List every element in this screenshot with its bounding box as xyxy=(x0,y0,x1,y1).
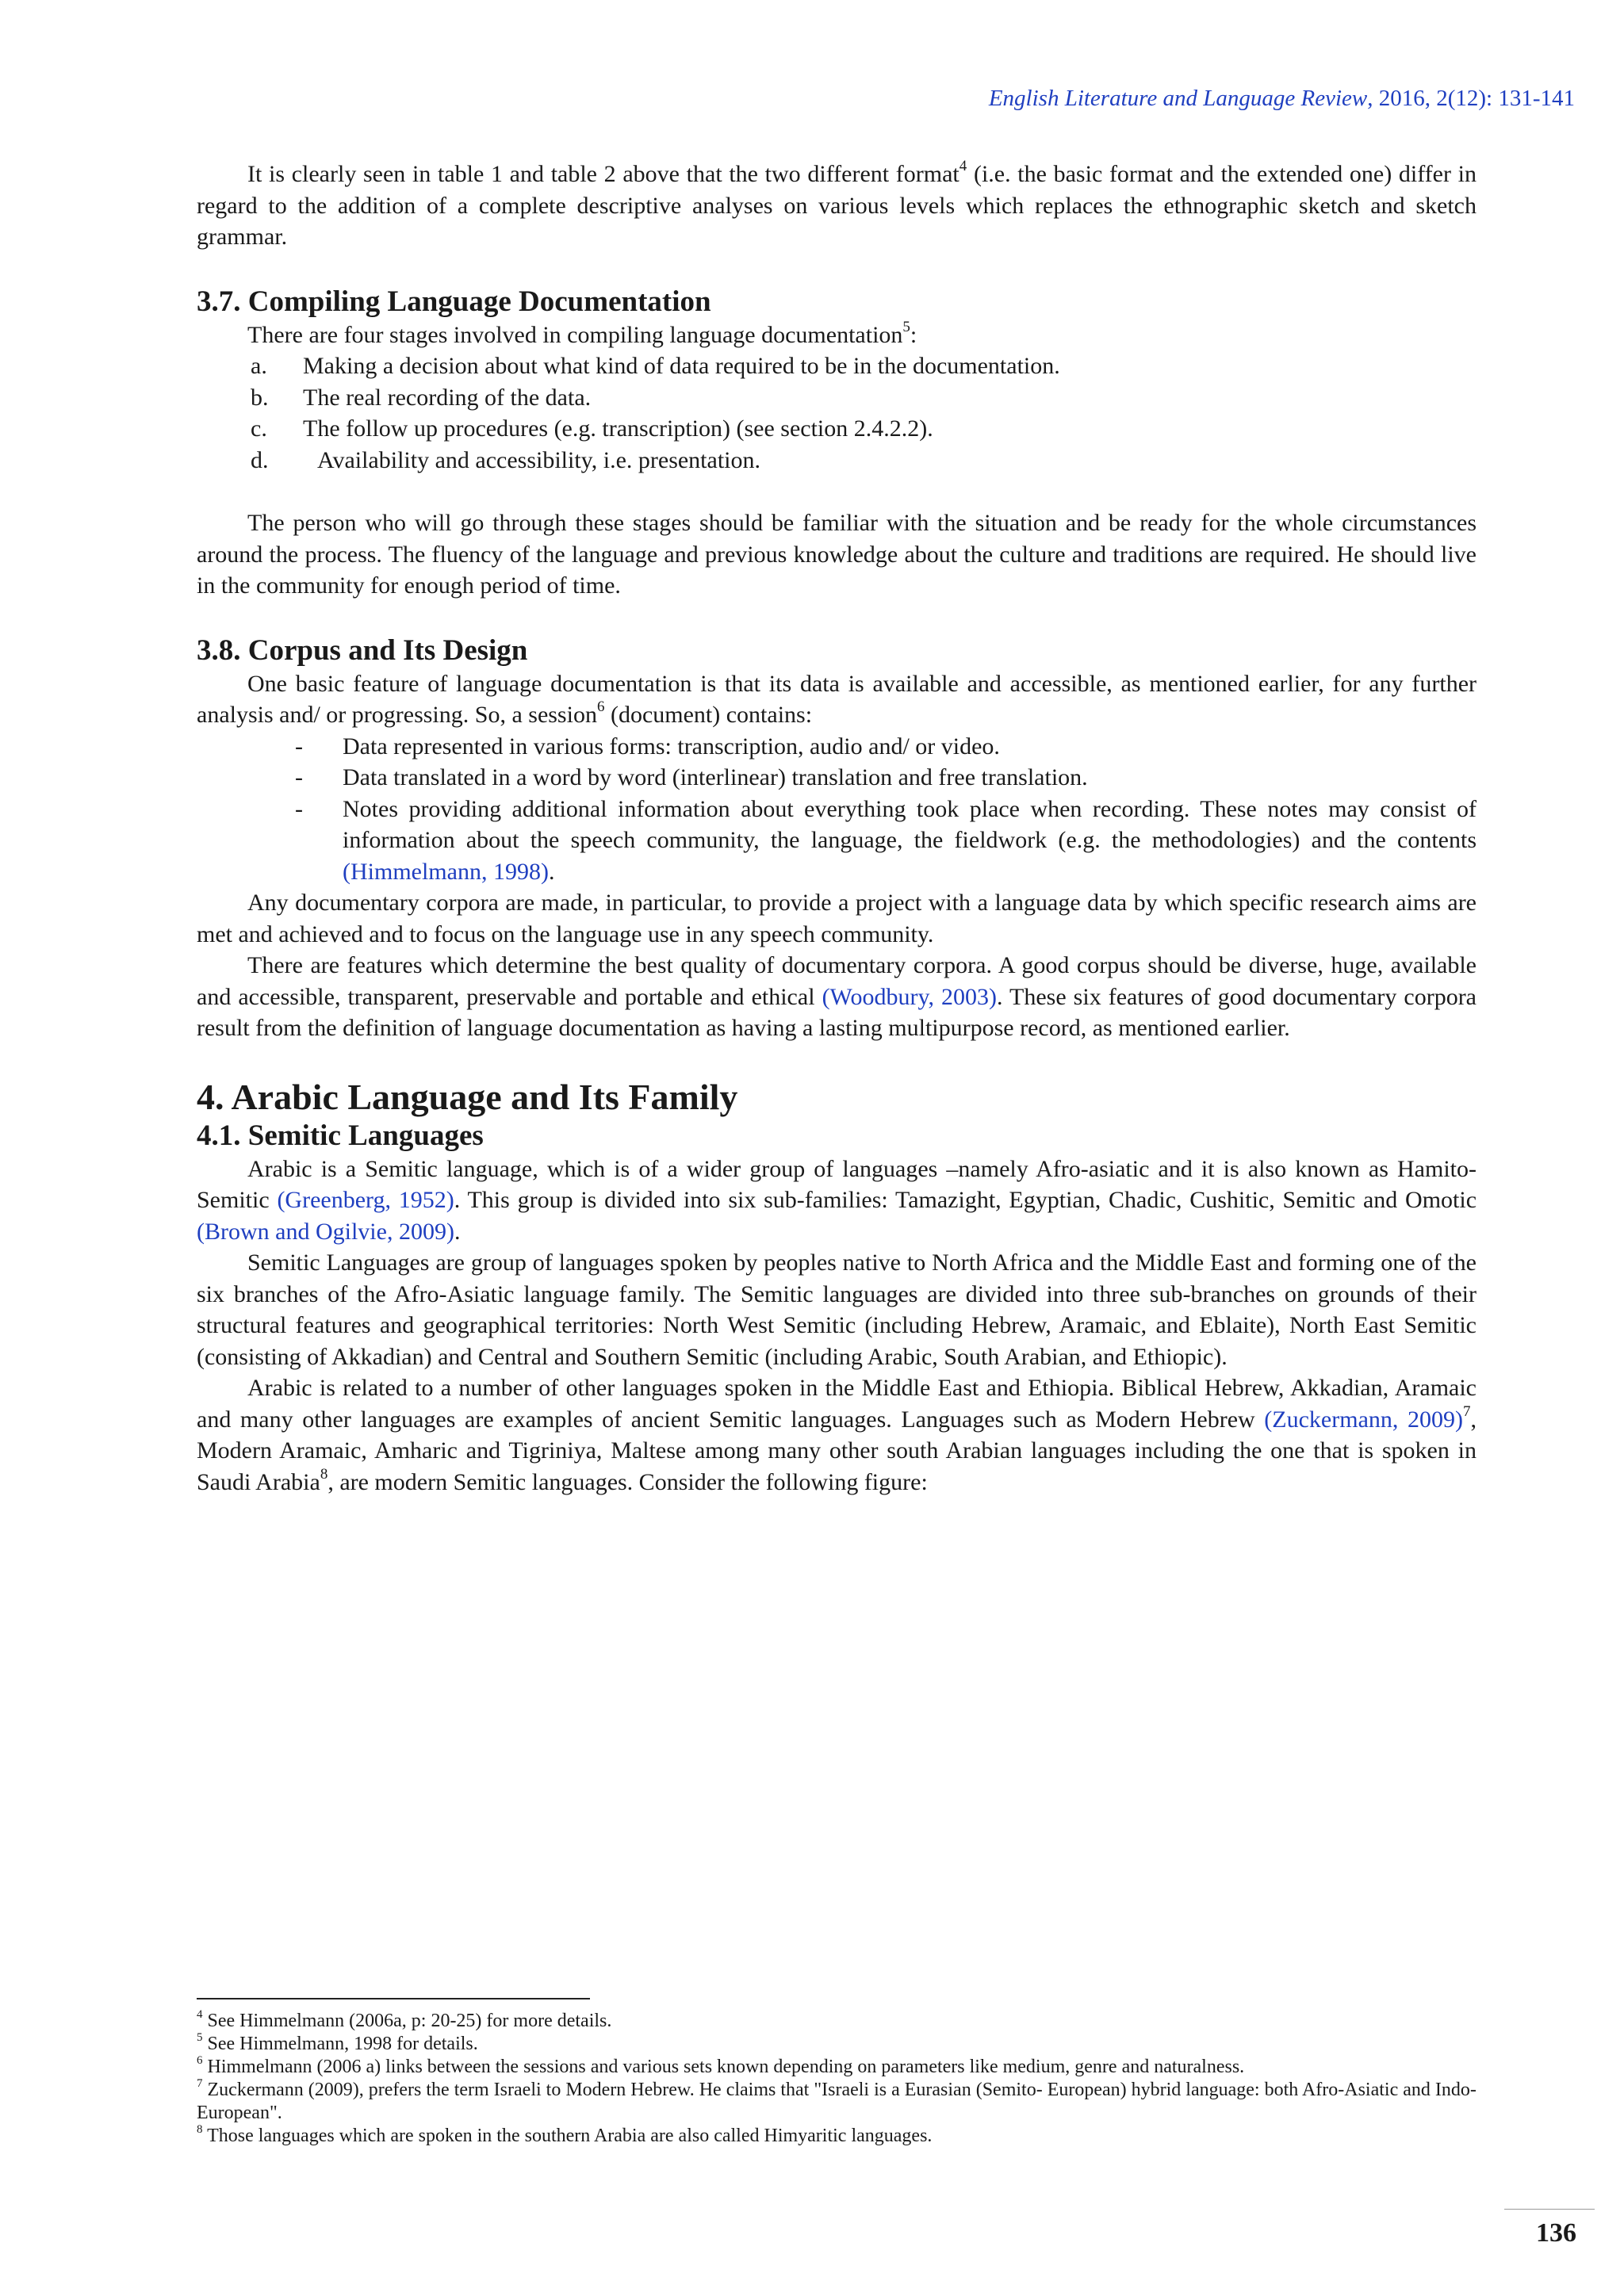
journal-citation: , 2016, 2(12): 131-141 xyxy=(1367,86,1575,111)
page-number-divider xyxy=(1504,2209,1595,2210)
paragraph-text: (document) contains: xyxy=(604,702,813,728)
paragraph-arabic-semitic xyxy=(197,1154,1477,1248)
paragraph-text: . xyxy=(548,858,555,885)
footnote-number: 5 xyxy=(197,2031,203,2044)
paragraph-text: It is clearly seen in table 1 and table 2 above that the two different format xyxy=(247,161,959,187)
footnotes xyxy=(197,2010,1477,2148)
list-item-text: Data translated in a word by word (interlinear) translation and free translation. xyxy=(343,764,1088,790)
footnote-text: Those languages which are spoken in the southern Arabia are also called Himyaritic languages. xyxy=(202,2126,933,2146)
footnote-text: Zuckermann (2009), prefers the term Israeli to Modern Hebrew. He claims that "Israeli is a Eurasian (Semito- European) hybrid language: both Afro-Asiatic and Indo-European". xyxy=(197,2080,1477,2123)
list-item-text: Availability and accessibility, i.e. presentation. xyxy=(317,446,760,473)
paragraph-person: The person who will go through these stages should be familiar with the situation and be ready for the whole circumstances around the process. The fluency of the language and previous knowledge about the culture and traditions are required. He should live in the community for enough period of time. xyxy=(197,510,1477,599)
list-item xyxy=(197,350,1477,382)
footnote-ref[interactable]: 7 xyxy=(1463,1402,1471,1420)
footnote xyxy=(197,2056,1477,2079)
stages-list xyxy=(197,350,1477,476)
list-item xyxy=(197,762,1477,794)
footnote-text: See Himmelmann (2006a, p: 20-25) for more details. xyxy=(202,2011,612,2031)
footnote-number: 4 xyxy=(197,2008,203,2021)
list-item xyxy=(197,445,1477,476)
paragraph-text: . xyxy=(454,1218,461,1245)
paragraph-text: (i.e. the basic format and the extended one) differ in regard to the addition of a complete descriptive analyses on various levels which replaces the ethnographic sketch and sketch grammar. xyxy=(197,161,1477,250)
footnote xyxy=(197,2079,1477,2125)
paragraph-session xyxy=(197,668,1477,731)
list-item xyxy=(197,794,1477,888)
paragraph-semitic-branches: Semitic Languages are group of languages spoken by peoples native to North Africa and the Middle East and forming one of the six branches of the Afro-Asiatic language family. The Semitic languages are divided into three sub-branches on grounds of their structural features and geographical territories: North West Semitic (including Hebrew, Aramaic, and Eblaite), North East Semitic (consisting of Akkadian) and Central and Southern Semitic (including Arabic, South Arabian, and Ethiopic). xyxy=(197,1249,1477,1370)
paragraph-text: . These six features of good documentary corpora result from the definition of language documentation as having a lasting multipurpose record, as mentioned earlier. xyxy=(197,983,1477,1041)
list-item-text: Data represented in various forms: transcription, audio and/ or video. xyxy=(343,733,1000,760)
paragraph-text: There are features which determine the best quality of documentary corpora. A good corpus should be diverse, huge, available and accessible, transparent, preservable and portable and ethical xyxy=(197,952,1477,1010)
footnote-ref[interactable]: 5 xyxy=(902,318,910,335)
paragraph-text: , are modern Semitic languages. Consider the following figure: xyxy=(327,1468,928,1495)
paragraph-text: . This group is divided into six sub-families: Tamazight, Egyptian, Chadic, Cushitic, Semitic and Omotic xyxy=(454,1187,1477,1213)
list-marker: - xyxy=(295,795,303,822)
footnote-ref[interactable]: 8 xyxy=(320,1465,328,1483)
section-heading-3-8: 3.8. Corpus and Its Design xyxy=(197,633,528,667)
citation-link[interactable]: (Brown and Ogilvie, 2009) xyxy=(197,1218,454,1245)
list-marker: a. xyxy=(251,353,267,379)
paragraph-text: There are four stages involved in compiling language documentation xyxy=(247,321,903,348)
running-header xyxy=(989,86,1575,112)
list-marker: d. xyxy=(251,446,269,473)
page-number: 136 xyxy=(1536,2218,1576,2248)
stages-intro xyxy=(197,320,1477,351)
footnote-ref[interactable]: 4 xyxy=(959,158,967,174)
journal-title: English Literature and Language Review xyxy=(988,86,1368,111)
paragraph-corpora: Any documentary corpora are made, in particular, to provide a project with a language data by which specific research aims are met and achieved and to focus on the language use in any speech community. xyxy=(197,890,1477,947)
main-content xyxy=(197,159,1477,1498)
paragraph-text: Arabic is a Semitic language, which is of a wider group of languages –namely Afro-asiatic and it is also known as Hamito-Semitic xyxy=(197,1155,1477,1213)
footnote-text: See Himmelmann, 1998 for details. xyxy=(202,2034,478,2054)
session-contents-list xyxy=(197,731,1477,888)
paragraph-text: : xyxy=(910,321,917,348)
footnote xyxy=(197,2125,1477,2148)
footnote xyxy=(197,2033,1477,2056)
list-item-text: The real recording of the data. xyxy=(303,384,592,411)
paragraph-text: , Modern Aramaic, Amharic and Tigriniya, Maltese among many other south Arabian languages including the one that is spoken in Saudi Arabia xyxy=(197,1406,1477,1495)
list-marker: - xyxy=(295,764,303,790)
paragraph-text: Arabic is related to a number of other languages spoken in the Middle East and Ethiopia. Biblical Hebrew, Akkadian, Aramaic and many other languages are examples of ancient Semitic languages. Languages such as Modern Hebrew xyxy=(197,1375,1477,1433)
footnote xyxy=(197,2010,1477,2033)
list-item xyxy=(197,382,1477,414)
list-marker: b. xyxy=(251,384,269,411)
list-item xyxy=(197,731,1477,763)
list-item-text: Notes providing additional information about everything took place when recording. These notes may consist of information about the speech community, the language, the fieldwork (e.g. the methodologies) and the contents xyxy=(343,795,1477,853)
paragraph-text: One basic feature of language documentation is that its data is available and accessible, as mentioned earlier, for any further analysis and/ or progressing. So, a session xyxy=(197,670,1477,728)
footnote-text: Himmelmann (2006 a) links between the sessions and various sets known depending on parameters like medium, genre and naturalness. xyxy=(202,2057,1245,2077)
section-heading-3-7: 3.7. Compiling Language Documentation xyxy=(197,285,711,318)
list-item-text: The follow up procedures (e.g. transcription) (see section 2.4.2.2). xyxy=(303,415,933,442)
footnote-number: 6 xyxy=(197,2054,203,2067)
list-item xyxy=(197,413,1477,445)
footnote-divider xyxy=(197,1998,590,1999)
citation-link[interactable]: (Himmelmann, 1998) xyxy=(343,858,549,885)
citation-link[interactable]: (Zuckermann, 2009) xyxy=(1264,1406,1463,1433)
paragraph-formats xyxy=(197,159,1477,253)
paragraph-features xyxy=(197,950,1477,1044)
list-marker: c. xyxy=(251,415,267,442)
footnote-number: 7 xyxy=(197,2077,203,2090)
list-marker: - xyxy=(295,733,303,760)
footnote-ref[interactable]: 6 xyxy=(596,698,605,715)
paragraph-related-languages xyxy=(197,1372,1477,1498)
section-heading-4-1: 4.1. Semitic Languages xyxy=(197,1119,484,1152)
citation-link[interactable]: (Woodbury, 2003) xyxy=(822,983,998,1010)
citation-link[interactable]: (Greenberg, 1952) xyxy=(277,1187,454,1213)
section-heading-4: 4. Arabic Language and Its Family xyxy=(197,1076,738,1117)
footnote-number: 8 xyxy=(197,2123,203,2136)
list-item-text: Making a decision about what kind of data required to be in the documentation. xyxy=(303,353,1060,379)
